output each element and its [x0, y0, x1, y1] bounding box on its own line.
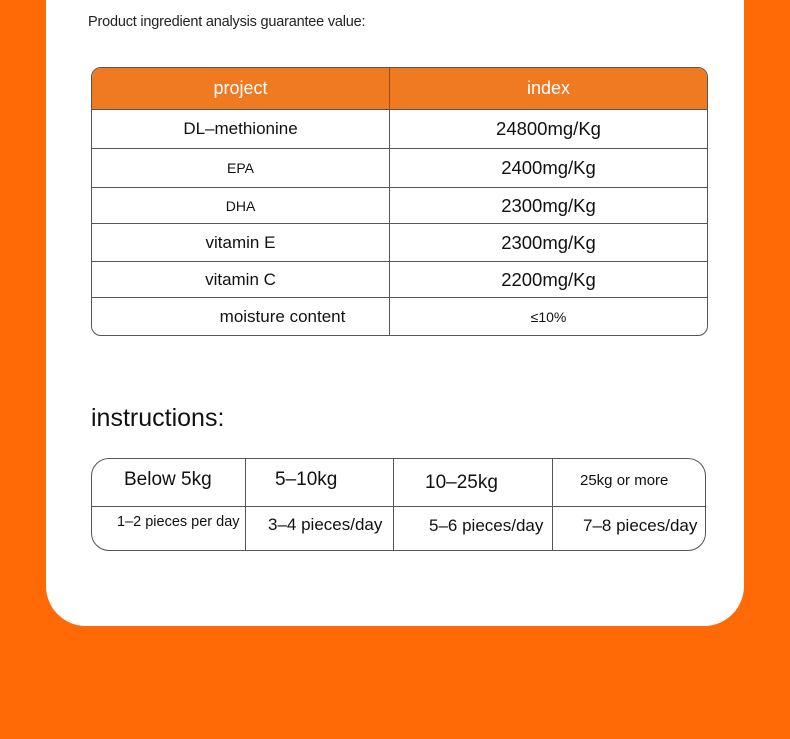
project-cell: moisture content: [92, 298, 390, 335]
weight-cell: 25kg or more: [580, 472, 669, 489]
header-project: project: [92, 68, 390, 109]
project-cell: vitamin C: [92, 262, 390, 297]
index-cell: 2300mg/Kg: [501, 194, 596, 216]
index-cell: 2400mg/Kg: [501, 157, 596, 178]
table-header-row: [92, 68, 707, 110]
dose-cell: 7–8 pieces/day: [583, 516, 698, 535]
weight-cell: 5–10kg: [275, 469, 338, 490]
dose-cell: 5–6 pieces/day: [429, 516, 544, 535]
table-row: [92, 224, 707, 262]
ingredient-table: [91, 67, 708, 336]
table-row: [92, 298, 707, 335]
table-row: [92, 149, 707, 188]
weight-cell: 10–25kg: [425, 472, 498, 493]
index-cell: ≤10%: [530, 308, 567, 325]
project-cell: vitamin E: [92, 224, 390, 261]
index-cell: 2300mg/Kg: [501, 231, 596, 253]
instructions-title: instructions:: [91, 404, 225, 432]
table-row: [92, 262, 707, 298]
column-divider: [552, 459, 553, 550]
header-index: index: [526, 78, 571, 98]
project-cell: DHA: [92, 188, 390, 223]
index-cell: 24800mg/Kg: [496, 118, 601, 139]
table-row: [92, 110, 707, 149]
analysis-title: Product ingredient analysis guarantee value:: [88, 14, 366, 30]
column-divider: [245, 459, 246, 550]
column-divider: [393, 459, 394, 550]
dose-cell: 1–2 pieces per day: [117, 514, 240, 530]
dose-cell: 3–4 pieces/day: [268, 515, 383, 534]
table-row: [92, 188, 707, 224]
index-cell: 2200mg/Kg: [501, 268, 596, 290]
dosage-table: [91, 458, 706, 551]
row-divider: [92, 506, 705, 507]
weight-cell: Below 5kg: [124, 469, 212, 490]
project-cell: EPA: [92, 149, 390, 187]
project-cell: DL–methionine: [92, 110, 390, 148]
